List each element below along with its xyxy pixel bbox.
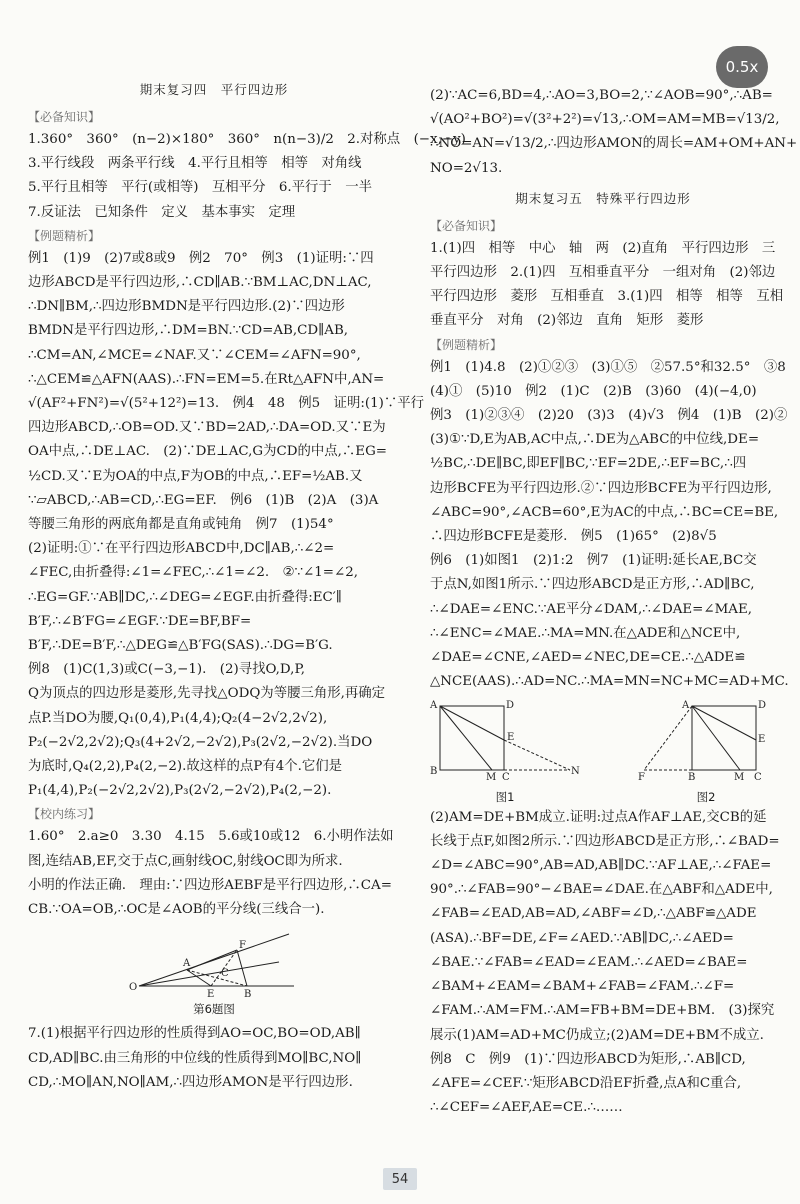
text-line: 点P.当DO为腰,Q₁(0,4),P₁(4,4);Q₂(4−2√2,2√2),: [28, 710, 328, 726]
text-line: ∴四边形BCFE是菱形. 例5 (1)65° (2)8√5: [430, 529, 717, 545]
text-line: 展示(1)AM=AD+MC仍成立;(2)AM=DE+BM不成立.: [430, 1027, 764, 1043]
text-line: 垂直平分 对角 (2)邻边 直角 矩形 菱形: [430, 313, 704, 329]
chapter-title-right: 期末复习五 特殊平行四边形: [515, 190, 691, 206]
text-line: 平行四边形 菱形 互相垂直 3.(1)四 相等 相等 互相: [430, 289, 784, 305]
text-line: (4)① (5)10 例2 (1)C (2)B (3)60 (4)(−4,0): [430, 383, 757, 399]
svg-text:N: N: [571, 766, 580, 778]
section-heading: 【必备知识】: [28, 110, 101, 124]
text-line: 四边形ABCD,∴OB=OD.又∵BD=2AD,∴DA=OD.又∵E为: [28, 420, 386, 436]
svg-text:F: F: [638, 772, 645, 784]
svg-text:D: D: [758, 700, 767, 712]
text-line: 7.(1)根据平行四边形的性质得到AO=OC,BO=OD,AB∥: [28, 1026, 361, 1042]
text-line: ∴∠ENC=∠MAE.∴MA=MN.在△ADE和△NCE中,: [430, 625, 741, 641]
text-line: BMDN是平行四边形,∴DM=BN.∵CD=AB,CD∥AB,: [28, 323, 349, 339]
text-line: ∠ABC=90°,∠ACB=60°,E为AC的中点,∴BC=CE=BE,: [430, 504, 779, 520]
svg-text:M: M: [486, 772, 497, 784]
paragraph-block: [430, 356, 789, 695]
right-column: [430, 78, 798, 1120]
figure-q6: [28, 926, 400, 1001]
figure-caption: 第6题图: [193, 1002, 235, 1017]
page-number: 54: [383, 1168, 417, 1190]
text-line: 边形BCFE为平行四边形.②∵四边形BCFE为平行四边形,: [430, 480, 772, 496]
text-line: 1.360° 360° (n−2)×180° 360° n(n−3)/2 2.对称点 (−x,−y): [28, 132, 466, 147]
text-line: ∴DN∥BM,∴四边形BMDN是平行四边形.(2)∵四边形: [28, 299, 345, 315]
paragraph-block: [28, 825, 400, 922]
text-line: 例8 (1)C(1,3)或C(−3,−1). (2)寻找O,D,P,: [28, 662, 305, 678]
text-line: 1.(1)四 相等 中心 轴 两 (2)直角 平行四边形 三: [430, 240, 776, 256]
text-line: 于点N,如图1所示.∵四边形ABCD是正方形,∴AD∥BC,: [430, 577, 755, 593]
text-line: (ASA).∴BF=DE,∠F=∠AED.∵AB∥DC,∴∠AED=: [430, 930, 734, 946]
svg-text:C: C: [221, 968, 229, 980]
text-line: ∴△CEM≌△AFN(AAS).∴FN=EM=5.在Rt△AFN中,AN=: [28, 371, 385, 387]
text-line: 例1 (1)4.8 (2)①②③ (3)①⑤ ②57.5°和32.5° ③8: [430, 359, 786, 375]
svg-text:F: F: [239, 940, 246, 952]
geometry-diagram-q6: [129, 926, 299, 1001]
text-line: CD,AD∥BC.由三角形的中位线的性质得到MO∥BC,NO∥: [28, 1050, 362, 1066]
figure-caption: 图1: [495, 789, 515, 804]
text-line: (2)证明:①∵在平行四边形ABCD中,DC∥AB,∴∠2=: [28, 541, 335, 557]
text-line: 小明的作法正确. 理由:∵四边形AEBF是平行四边形,∴CA=: [28, 877, 392, 893]
text-line: 图,连结AB,EF,交于点C,画射线OC,射线OC即为所求.: [28, 853, 343, 869]
text-line: 3.平行线段 两条平行线 4.平行且相等 相等 对角线: [28, 156, 362, 172]
svg-text:E: E: [758, 734, 766, 746]
text-line: ∵▱ABCD,∴AB=CD,∴EG=EF. 例6 (1)B (2)A (3)A: [28, 492, 379, 508]
text-line: 例3 (1)②③④ (2)20 (3)3 (4)√3 例4 (1)B (2)②: [430, 408, 788, 424]
text-line: 为底时,Q₄(2,2),P₄(2,−2).故这样的点P有4个.它们是: [28, 759, 343, 775]
text-line: ∠FAM.∴AM=FM.∴AM=FB+BM=DE+BM. (3)探究: [430, 1003, 775, 1019]
figure-caption: 图2: [696, 789, 716, 804]
text-line: B′F,∴DE=B′F,∴△DEG≌△B′FG(SAS).∴DG=B′G.: [28, 638, 333, 654]
svg-text:A: A: [682, 700, 690, 712]
text-line: Q为顶点的四边形是菱形,先寻找△ODQ为等腰三角形,再确定: [28, 686, 386, 702]
text-line: P₂(−2√2,2√2);Q₃(4+2√2,−2√2),P₃(2√2,−2√2).当DO: [28, 734, 373, 750]
text-line: NO=2√13.: [430, 160, 503, 176]
text-line: ∴∠CEF=∠AEF,AE=CE.∴……: [430, 1100, 623, 1116]
svg-text:A: A: [183, 958, 191, 970]
paragraph-block: [430, 806, 780, 1121]
svg-text:A: A: [430, 700, 438, 712]
svg-text:E: E: [207, 989, 215, 1001]
svg-text:B: B: [430, 766, 438, 778]
text-line: P₁(4,4),P₂(−2√2,2√2),P₃(2√2,−2√2),P₄(2,−2).: [28, 783, 332, 799]
figures-q7: [430, 700, 776, 803]
text-line: 例6 (1)如图1 (2)1:2 例7 (1)证明:延长AE,BC交: [430, 553, 757, 569]
text-line: 5.平行且相等 平行(或相等) 互相平分 6.平行于 一半: [28, 180, 372, 196]
text-line: 边形ABCD是平行四边形,∴CD∥AB.∵BM⊥AC,DN⊥AC,: [28, 275, 372, 291]
text-line: △NCE(AAS).∴AD=NC.∴MA=MN=NC+MC=AD+MC.: [430, 674, 789, 690]
svg-text:B: B: [244, 989, 252, 1001]
text-line: B′F,∴∠B′FG=∠EGF.∵DE=BF,BF=: [28, 613, 252, 629]
text-line: ∠BAE.∵∠FAB=∠EAD=∠EAM.∴∠AED=∠BAE=: [430, 954, 748, 970]
square-diagram-fig1: [430, 700, 580, 784]
svg-text:M: M: [734, 772, 745, 784]
text-line: ∠AFE=∠CEF.∵矩形ABCD沿EF折叠,点A和C重合,: [430, 1075, 742, 1091]
text-line: √(AO²+BO²)=√(3²+2²)=√13,∴OM=AM=MB=√13/2,: [430, 112, 780, 128]
left-column: [28, 78, 466, 1095]
section-heading: 【校内练习】: [28, 807, 101, 822]
chapter-title-left: 期末复习四 平行四边形: [139, 82, 289, 97]
paragraph-block: [28, 128, 466, 225]
text-line: ∠FAB=∠EAD,AB=AD,∠ABF=∠D,∴△ABF≌△ADE: [430, 906, 757, 922]
text-line: 1.60° 2.a≥0 3.30 4.15 5.6或10或12 6.小明作法如: [28, 829, 394, 845]
svg-text:C: C: [754, 772, 762, 784]
text-line: 长线于点F,如图2所示.∵四边形ABCD是正方形,∴∠BAD=: [430, 833, 780, 849]
svg-text:E: E: [507, 732, 515, 744]
paragraph-block: [430, 237, 784, 334]
section-heading: 【例题精析】: [28, 228, 101, 243]
text-line: 例1 (1)9 (2)7或8或9 例2 70° 例3 (1)证明:∵四: [28, 250, 374, 266]
text-line: (2)∵AC=6,BD=4,∴AO=3,BO=2,∵∠AOB=90°,∴AB=: [430, 88, 773, 103]
text-line: ∠BAM+∠EAM=∠BAM+∠FAB=∠FAM.∴∠F=: [430, 979, 735, 995]
figure-1: [430, 700, 580, 803]
text-line: (3)①∵D,E为AB,AC中点,∴DE为△ABC的中位线,DE=: [430, 432, 760, 448]
text-line: ½BC,∴DE∥BC,即EF∥BC,∵EF=2DE,∴EF=BC,∴四: [430, 456, 747, 472]
text-line: √(AF²+FN²)=√(5²+12²)=13. 例4 48 例5 证明:(1)∵平行: [28, 396, 424, 412]
text-line: ½CD.又∵E为OA的中点,F为OB的中点,∴EF=½AB.又: [28, 468, 363, 484]
text-line: (2)AM=DE+BM成立.证明:过点A作AF⊥AE,交CB的延: [430, 809, 767, 825]
section-heading: 【例题精析】: [430, 337, 503, 352]
paragraph-block: [28, 247, 424, 804]
text-line: ∠D=∠ABC=90°,AB=AD,AB∥DC.∵AF⊥AE,∴∠FAE=: [430, 858, 772, 874]
text-line: ∠FEC,由折叠得:∠1=∠FEC,∴∠1=∠2. ②∵∠1=∠2,: [28, 565, 358, 581]
text-line: ∴EG=GF.∵AB∥DC,∴∠DEG=∠EGF.由折叠得:EC′∥: [28, 589, 342, 605]
svg-text:B: B: [688, 772, 696, 784]
text-line: ∴∠DAE=∠ENC.∵AE平分∠DAM,∴∠DAE=∠MAE,: [430, 601, 752, 617]
paragraph-block: [28, 1022, 400, 1095]
zoom-badge[interactable]: 0.5x: [716, 46, 768, 88]
text-line: OA中点,∴DE⊥AC. (2)∵DE⊥AC,G为CD的中点,∴EG=: [28, 444, 388, 460]
text-line: CD,∴MO∥AN,NO∥AM,∴四边形AMON是平行四边形.: [28, 1074, 353, 1090]
square-diagram-fig2: [636, 700, 776, 784]
text-line: 平行四边形 2.(1)四 互相垂直平分 一组对角 (2)邻边: [430, 265, 776, 281]
text-line: 7.反证法 已知条件 定义 基本事实 定理: [28, 204, 296, 220]
text-line: 90°.∴∠FAB=90°−∠BAE=∠DAE.在△ABF和△ADE中,: [430, 882, 773, 898]
figure-2: [636, 700, 776, 803]
svg-text:D: D: [506, 700, 515, 712]
text-line: ∴CM=AN,∠MCE=∠NAF.又∵∠CEM=∠AFN=90°,: [28, 347, 361, 363]
paragraph-block: [430, 84, 798, 181]
text-line: 例8 C 例9 (1)∵四边形ABCD为矩形,∴AB∥CD,: [430, 1051, 746, 1067]
text-line: 等腰三角形的两底角都是直角或钝角 例7 (1)54°: [28, 517, 334, 533]
svg-text:O: O: [129, 982, 138, 994]
text-line: CB.∵OA=OB,∴OC是∠AOB的平分线(三线合一).: [28, 902, 325, 918]
text-line: ∴NO=AN=√13/2,∴四边形AMON的周长=AM+OM+AN+: [430, 136, 798, 152]
svg-text:C: C: [502, 772, 510, 784]
text-line: ∠DAE=∠CNE,∠AED=∠NEC,DE=CE.∴△ADE≌: [430, 650, 746, 666]
section-heading: 【必备知识】: [430, 218, 503, 233]
